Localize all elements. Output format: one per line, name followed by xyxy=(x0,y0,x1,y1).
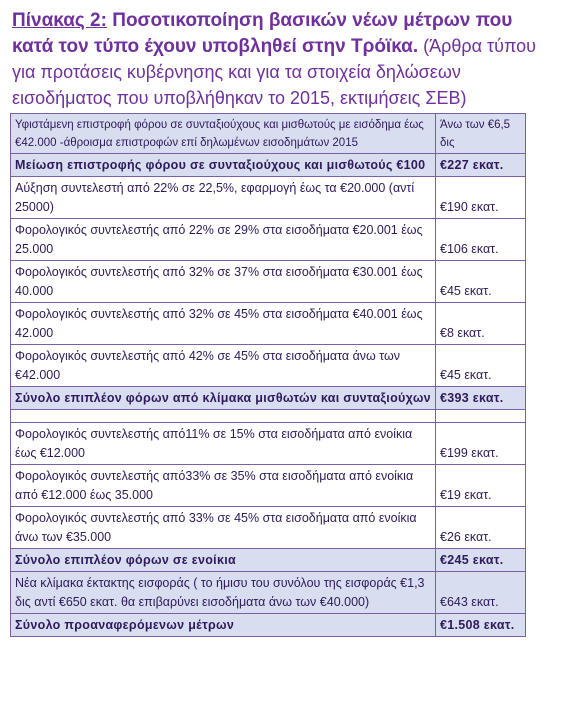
measure-value xyxy=(436,410,526,423)
table-row xyxy=(11,410,526,423)
measure-label: Φορολογικός συντελεστής από 32% σε 37% στα εισοδήματα €30.001 έως 40.000 xyxy=(11,261,436,303)
measure-label: Σύνολο προαναφερόμενων μέτρων xyxy=(11,614,436,637)
table-subtitle: (Άρθρα τύπου για προτάσεις κυβέρνησης και για τα στοιχεία δηλώσεων εισοδήματος που υποβλήθηκαν το 2015, εκτιμήσεις ΣΕΒ) xyxy=(12,36,537,108)
table-title: Ποσοτικοποίηση βασικών νέων μέτρων που κατά τον τύπο έχουν υποβληθεί στην Τρόϊκα. xyxy=(12,10,513,57)
measure-value: €1.508 εκατ. xyxy=(436,614,526,637)
table-row xyxy=(11,465,526,507)
measure-label: Φορολογικός συντελεστής από 22% σε 29% στα εισοδήματα €20.001 έως 25.000 xyxy=(11,219,436,261)
table-row xyxy=(11,154,526,177)
table-row xyxy=(11,507,526,549)
measure-label: Μείωση επιστροφής φόρου σε συνταξιούχους και μισθωτούς €100 xyxy=(11,154,436,177)
table-row xyxy=(11,345,526,387)
measure-value: €106 εκατ. xyxy=(436,219,526,261)
measures-table xyxy=(10,113,526,637)
table-row xyxy=(11,114,526,154)
measure-label: Νέα κλίμακα έκτακτης εισφοράς ( το ήμισυ του συνόλου της εισφοράς €1,3 δις αντί €650 εκατ. θα επιβαρύνει εισοδήματα άνω των €40.000) xyxy=(11,572,436,614)
table-row xyxy=(11,572,526,614)
measures-table-body xyxy=(11,114,526,637)
measure-value: €643 εκατ. xyxy=(436,572,526,614)
measure-label: Φορολογικός συντελεστής από 33% σε 45% στα εισοδήματα από ενοίκια άνω των €35.000 xyxy=(11,507,436,549)
measure-label: Φορολογικός συντελεστής από11% σε 15% στα εισοδήματα από ενοίκια έως €12.000 xyxy=(11,423,436,465)
table-row xyxy=(11,614,526,637)
measure-value: €19 εκατ. xyxy=(436,465,526,507)
measure-label: Υφιστάμενη επιστροφή φόρου σε συνταξιούχους και μισθωτούς με εισόδημα έως €42.000 -άθροισμα επιστροφών επί δηλωμένων εισοδημάτων 2015 xyxy=(11,114,436,154)
measure-value: €45 εκατ. xyxy=(436,345,526,387)
measure-value: €8 εκατ. xyxy=(436,303,526,345)
measure-label: Σύνολο επιπλέον φόρων από κλίμακα μισθωτών και συνταξιούχων xyxy=(11,387,436,410)
measure-label: Φορολογικός συντελεστής από33% σε 35% στα εισοδήματα από ενοίκια από €12.000 έως 35.000 xyxy=(11,465,436,507)
table-heading xyxy=(12,8,557,112)
measure-label xyxy=(11,410,436,423)
table-row xyxy=(11,549,526,572)
measure-value: €199 εκατ. xyxy=(436,423,526,465)
table-row xyxy=(11,387,526,410)
table-row xyxy=(11,177,526,219)
table-row xyxy=(11,303,526,345)
measure-value: €45 εκατ. xyxy=(436,261,526,303)
measure-label: Σύνολο επιπλέον φόρων σε ενοίκια xyxy=(11,549,436,572)
table-row xyxy=(11,219,526,261)
measure-value: €227 εκατ. xyxy=(436,154,526,177)
table-number-label: Πίνακας 2: xyxy=(12,10,107,31)
measure-value: €393 εκατ. xyxy=(436,387,526,410)
measure-value: €245 εκατ. xyxy=(436,549,526,572)
measure-label: Αύξηση συντελεστή από 22% σε 22,5%, εφαρμογή έως τα €20.000 (αντί 25000) xyxy=(11,177,436,219)
table-row xyxy=(11,261,526,303)
measure-label: Φορολογικός συντελεστής από 32% σε 45% στα εισοδήματα €40.001 έως 42.000 xyxy=(11,303,436,345)
measure-label: Φορολογικός συντελεστής από 42% σε 45% στα εισοδήματα άνω των €42.000 xyxy=(11,345,436,387)
measure-value: €190 εκατ. xyxy=(436,177,526,219)
table-row xyxy=(11,423,526,465)
measure-value: Άνω των €6,5 δις xyxy=(436,114,526,154)
measure-value: €26 εκατ. xyxy=(436,507,526,549)
